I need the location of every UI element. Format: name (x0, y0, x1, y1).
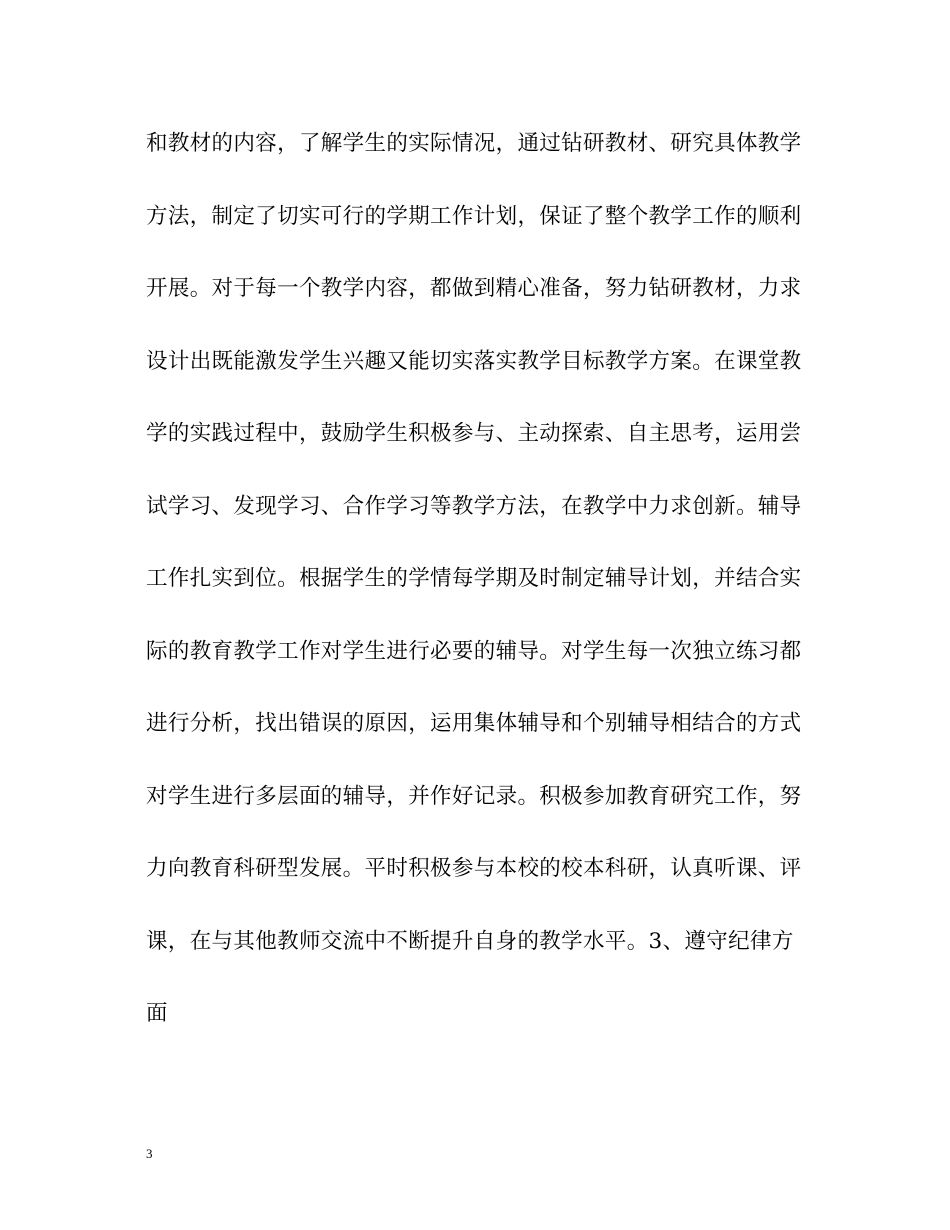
text-line: 课，在与其他教师交流中不断提升自身的教学水平。3、遵守纪律方 (146, 928, 794, 954)
text-line: 和教材的内容，了解学生的实际情况，通过钻研教材、研究具体教学 (146, 131, 802, 156)
text-line: 际的教育教学工作对学生进行必要的辅导。对学生每一次独立练习都 (146, 638, 802, 664)
text-line: 试学习、发现学习、合作学习等教学方法，在教学中力求创新。辅导 (146, 493, 802, 519)
text-line: 进行分析，找出错误的原因，运用集体辅导和个别辅导相结合的方式 (146, 711, 802, 736)
body-paragraph (146, 122, 811, 1065)
text-line: 设计出既能激发学生兴趣又能切实落实教学目标教学方案。在课堂教 (146, 348, 802, 374)
page-number: 3 (146, 1146, 153, 1161)
text-line: 对学生进行多层面的辅导，并作好记录。积极参加教育研究工作，努 (146, 783, 802, 809)
text-line: 工作扎实到位。根据学生的学情每学期及时制定辅导计划，并结合实 (146, 566, 802, 591)
text-line: 力向教育科研型发展。平时积极参与本校的校本科研，认真听课、评 (146, 856, 802, 881)
text-line: 方法，制定了切实可行的学期工作计划，保证了整个教学工作的顺利 (146, 203, 802, 229)
text-line: 学的实践过程中，鼓励学生积极参与、主动探索、自主思考，运用尝 (146, 421, 802, 446)
text-line: 面 (146, 1001, 168, 1026)
text-line: 开展。对于每一个教学内容，都做到精心准备，努力钻研教材，力求 (146, 276, 802, 301)
